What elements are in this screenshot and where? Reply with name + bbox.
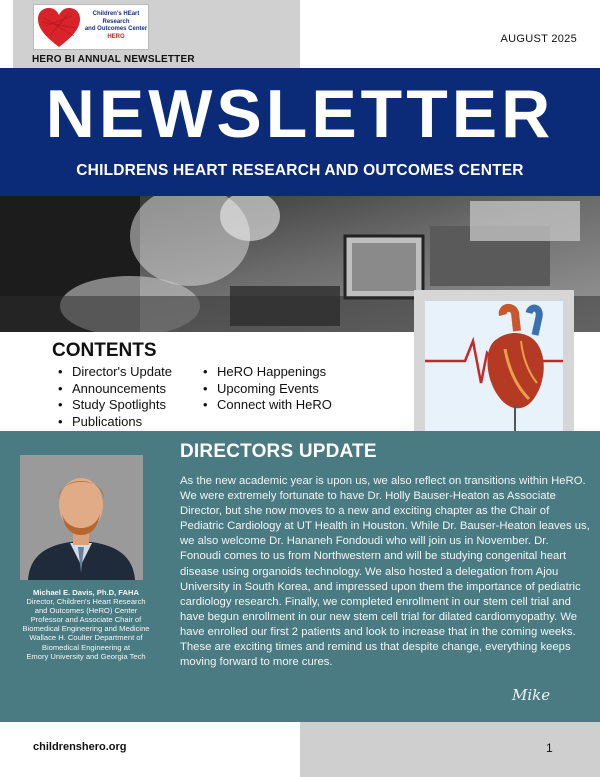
logo-line: Children's HEart bbox=[92, 11, 140, 17]
logo-text bbox=[84, 11, 148, 41]
anatomical-heart-icon bbox=[425, 301, 563, 439]
director-name: Michael E. Davis, Ph.D, FAHA bbox=[33, 588, 139, 597]
newsletter-series-label: HERO BI ANNUAL NEWSLETTER bbox=[32, 54, 195, 65]
contents-heading: CONTENTS bbox=[52, 340, 157, 361]
directors-update-title: DIRECTORS UPDATE bbox=[180, 441, 377, 462]
director-title-line: Professor and Associate Chair of bbox=[30, 615, 142, 625]
logo-line: Research bbox=[102, 18, 130, 25]
director-title-line: Biomedical Engineering and Medicine bbox=[22, 624, 150, 634]
director-title-line: and Outcomes (HeRO) Center bbox=[34, 606, 138, 616]
contents-item[interactable]: • Announcements bbox=[58, 381, 172, 398]
person-portrait-icon bbox=[20, 455, 143, 580]
directors-update-body: As the new academic year is upon us, we also reflect on transitions within HeRO. We were extremely fortunate to have Dr. Holly Bauser-Heaton as Associate Director, but she now moves to a new and exciting chapter as the Chair of Pediatric Cardiology at UT Health in Houston. While Dr. Bauser-Heaton leaves us, we also welcome Dr. Hananeh Fondoudi who will join us in November. Dr. Fonoudi comes to us from Northwestern and will be studying congenital heart disease using organoids technology. We also hosted a delegation from Ajou University in South Korea, and impressed upon them the importance of pediatric cardiology research. Finally, we completed enrollment in our stem cell trial and have begun enrollment in our new stem cell trial for dilated cardiomyopathy. We have enrolled our first 2 patients and look to increase that in the coming weeks. These are exciting times and remind us that despite change, everything keeps moving forward to more cures. bbox=[180, 475, 590, 669]
website-link[interactable]: childrenshero.org bbox=[33, 741, 127, 753]
contents-item[interactable]: • Publications bbox=[58, 414, 172, 431]
director-title-line: Wallace H. Coulter Department of bbox=[29, 633, 143, 643]
banner-subtitle: CHILDRENS HEART RESEARCH AND OUTCOMES CENTER bbox=[76, 162, 524, 179]
contents-item[interactable]: • HeRO Happenings bbox=[203, 364, 332, 381]
hero-logo[interactable] bbox=[33, 4, 149, 50]
heart-logo-icon bbox=[36, 6, 82, 50]
director-caption bbox=[6, 588, 166, 661]
issue-date: AUGUST 2025 bbox=[500, 33, 577, 45]
page-number: 1 bbox=[546, 741, 553, 755]
director-title-line: Director, Children's Heart Research bbox=[26, 597, 146, 607]
banner-title: NEWSLETTER bbox=[45, 76, 555, 152]
footer-gray-panel bbox=[300, 722, 600, 777]
director-title-line: Biomedical Engineering at bbox=[41, 642, 131, 652]
director-title-line: Emory University and Georgia Tech bbox=[26, 651, 146, 661]
director-signature: Mike bbox=[512, 686, 551, 704]
contents-item[interactable]: • Upcoming Events bbox=[203, 381, 332, 398]
contents-list-left bbox=[58, 364, 172, 430]
contents-item[interactable]: • Director's Update bbox=[58, 364, 172, 381]
contents-item[interactable]: • Connect with HeRO bbox=[203, 397, 332, 414]
contents-item[interactable]: • Study Spotlights bbox=[58, 397, 172, 414]
contents-list-right bbox=[203, 364, 332, 414]
director-portrait bbox=[20, 455, 143, 580]
title-banner bbox=[0, 68, 600, 196]
logo-line: HERO bbox=[107, 33, 125, 40]
heart-image-frame bbox=[414, 290, 574, 450]
heart-illustration bbox=[425, 301, 563, 439]
logo-line: and Outcomes Center bbox=[84, 26, 148, 32]
